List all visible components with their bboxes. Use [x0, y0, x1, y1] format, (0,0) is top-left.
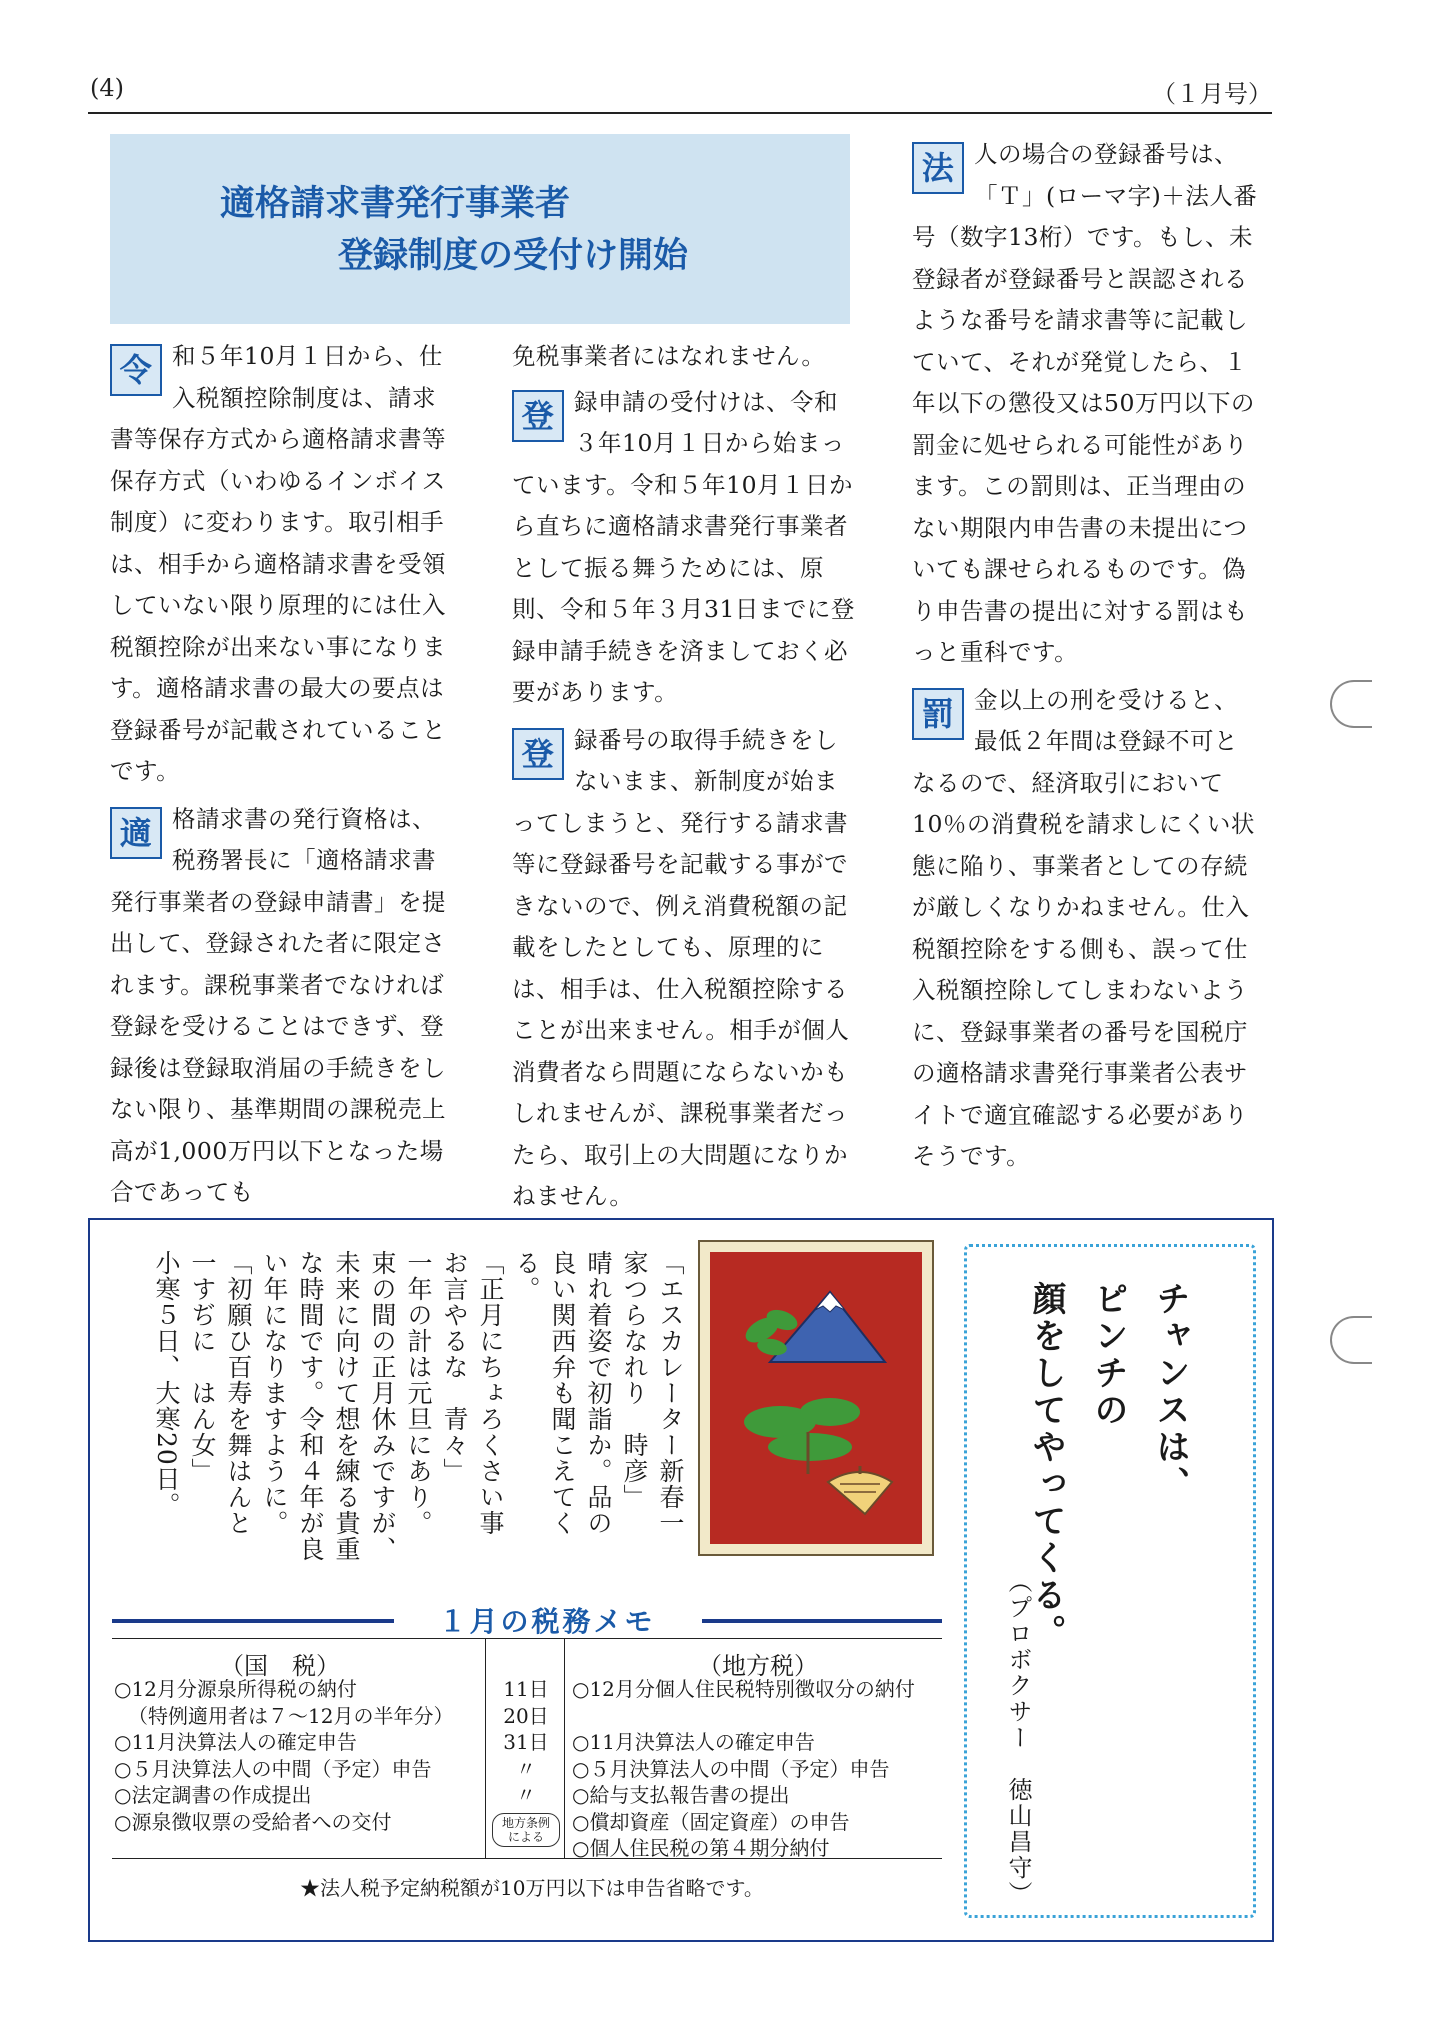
header-rule [88, 112, 1272, 114]
local-ordinance-note: 地方条例による [492, 1813, 560, 1847]
essay-line: な時間です。令和４年が良 [296, 1250, 325, 1562]
spinning-top-icon [828, 1466, 892, 1514]
quote-line: 顔をしてやってくる。 [1026, 1281, 1066, 1651]
dropcap: 登 [512, 390, 564, 442]
memo-table-top-rule [112, 1638, 942, 1639]
essay-vertical-text [108, 1250, 688, 1570]
memo-divider [564, 1638, 565, 1858]
essay-line: 家つらなれり 時彦」 [620, 1250, 649, 1510]
tax-memo-title: １月の税務メモ [438, 1605, 656, 1638]
essay-line: 晴れ着姿で初詣か。品の [584, 1250, 613, 1536]
essay-line: 「初願ひ百寿を舞はんと [224, 1250, 253, 1536]
list-item: ○源泉徴収票の受給者への交付 [114, 1809, 392, 1834]
essay-line: 未来に向けて想を練る貴重 [332, 1250, 361, 1562]
essay-line: 一年の計は元旦にあり。 [404, 1250, 433, 1536]
article-paragraph [110, 799, 456, 1214]
dropcap: 登 [512, 728, 564, 780]
due-date: 〃 [516, 1783, 536, 1807]
quote-line: チャンスは、 [1150, 1281, 1190, 1503]
article-column-2 [512, 336, 858, 1218]
article-paragraph [512, 382, 858, 714]
paragraph-text: 格請求書の発行資格は、税務署長に「適格請求書発行事業者の登録申請書」を提出して、登録された者に限定されます。課税事業者でなければ登録を受けることはできず、登録後は登録取消届の手続きをしない限り、基準期間の課税売上高が1,000万円以下となった場合であっても [110, 804, 446, 1206]
article-column-1 [110, 336, 456, 1214]
list-item: ○12月分個人住民税特別徴収分の納付 [572, 1677, 915, 1701]
due-dates [492, 1676, 560, 1847]
dropcap: 適 [110, 807, 162, 859]
list-item: ○12月分源泉所得税の納付 [114, 1677, 357, 1701]
issue-label: （１月号） [1152, 80, 1272, 108]
article-title-line1: 適格請求書発行事業者 [220, 184, 571, 224]
paragraph-text: 金以上の刑を受けると、最低２年間は登録不可となるので、経済取引において10％の消費税を請求しにくい状態に陥り、事業者としての存続が厳しくなりかねません。仕入税額控除をする側も、誤って仕入税額控除してしまわないように、登録事業者の番号を国税庁の適格請求書発行事業者公表サイトで適宜確認する必要がありそうです。 [912, 685, 1255, 1170]
due-date: 20日 [503, 1703, 549, 1728]
article-column-3 [912, 134, 1258, 1178]
national-tax-header: （国 税） [220, 1652, 340, 1680]
quote-box [964, 1244, 1256, 1918]
tax-memo-title-row [112, 1600, 942, 1640]
list-item: （特例適用者は７～12月の半年分） [128, 1703, 454, 1728]
list-item: ○個人住民税の第４期分納付 [572, 1836, 830, 1860]
essay-line: お言やるな 青々」 [440, 1250, 469, 1484]
list-item: ○５月決算法人の中間（予定）申告 [114, 1756, 432, 1781]
essay-line: い年になりますように。 [260, 1250, 289, 1536]
essay-line: 小寒５日、大寒20日。 [152, 1250, 181, 1518]
page-number: (4) [90, 74, 124, 102]
article-paragraph [912, 680, 1258, 1178]
new-year-illustration [698, 1240, 934, 1556]
pine-tree-icon [744, 1398, 860, 1474]
article-paragraph [512, 336, 858, 378]
local-tax-header: （地方税） [698, 1652, 818, 1680]
list-item: ○法定調書の作成提出 [114, 1783, 312, 1807]
article-paragraph [512, 720, 858, 1218]
memo-title-rule-left [112, 1619, 394, 1623]
essay-line: 束の間の正月休みですが、 [368, 1250, 397, 1562]
dropcap: 法 [912, 142, 964, 194]
quote-author: （プロボクサー 徳山昌守） [1004, 1569, 1032, 1907]
paragraph-text: 人の場合の登録番号は、「Ｔ」(ローマ字)＋法人番号（数字13桁）です。もし、未登録者が登録番号と誤認されるような番号を請求書等に記載していて、それが発覚したら、１年以下の懲役又は50万円以下の罰金に処せられる可能性があります。この罰則は、正当理由のない期限内申告書の未提出についても課せられるものです。偽り申告書の提出に対する罰はもっと重科です。 [912, 140, 1258, 666]
essay-line: 「正月にちょろくさい事 [476, 1250, 505, 1536]
paragraph-text: 録番号の取得手続きをしないまま、新制度が始まってしまうと、発行する請求書等に登録番号を記載する事ができないので、例え消費税額の記載をしたとしても、原理的には、相手は、仕入税額控除することが出来ません。相手が個人消費者なら問題にならないかもしれませんが、課税事業者だったら、取引上の大問題になりかねません。 [512, 725, 850, 1210]
quote-text [1015, 1281, 1201, 1701]
due-date: 11日 [503, 1677, 549, 1701]
memo-divider [485, 1638, 486, 1858]
article-paragraph [912, 134, 1258, 674]
due-date: 31日 [503, 1730, 549, 1754]
list-item: ○給与支払報告書の提出 [572, 1783, 790, 1807]
memo-footnote: ★法人税予定納税額が10万円以下は申告省略です。 [300, 1876, 764, 1900]
essay-line: 良い関西弁も聞こえてくる。 [512, 1250, 577, 1536]
list-item: ○５月決算法人の中間（予定）申告 [572, 1756, 890, 1781]
article-title-box [110, 134, 850, 324]
article-title-line2: 登録制度の受付け開始 [338, 236, 689, 276]
punch-hole-icon [1330, 680, 1372, 728]
national-tax-list [114, 1676, 484, 1835]
paragraph-text: 録申請の受付けは、令和３年10月１日から始まっています。令和５年10月１日から直ちに適格請求書発行事業者として振る舞うためには、原則、令和５年３月31日までに登録申請手続きを済ましておく必要があります。 [512, 387, 855, 706]
list-item [572, 1703, 942, 1730]
punch-hole-icon [1330, 1316, 1372, 1364]
list-item: ○償却資産（固定資産）の申告 [572, 1809, 850, 1834]
list-item: ○11月決算法人の確定申告 [572, 1730, 815, 1754]
essay-line: 「エスカレーター新春一 [656, 1250, 685, 1536]
paragraph-text: 和５年10月１日から、仕入税額控除制度は、請求書等保存方式から適格請求書等保存方式（いわゆるインボイス制度）に変わります。取引相手は、相手から適格請求書を受領していない限り原理的には仕入税額控除が出来ない事になります。適格請求書の最大の要点は登録番号が記載されていることです。 [110, 342, 446, 785]
dropcap: 令 [110, 344, 162, 396]
dropcap: 罰 [912, 688, 964, 740]
local-tax-list [572, 1676, 942, 1862]
due-date: 〃 [516, 1756, 536, 1781]
list-item: ○11月決算法人の確定申告 [114, 1730, 357, 1754]
memo-title-rule-right [702, 1619, 942, 1623]
essay-line: 一すぢに はん女」 [188, 1250, 217, 1484]
paragraph-text: 免税事業者にはなれません。 [512, 342, 826, 370]
new-year-picture [710, 1252, 922, 1544]
article-paragraph [110, 336, 456, 793]
quote-line: ピンチの [1088, 1281, 1128, 1429]
